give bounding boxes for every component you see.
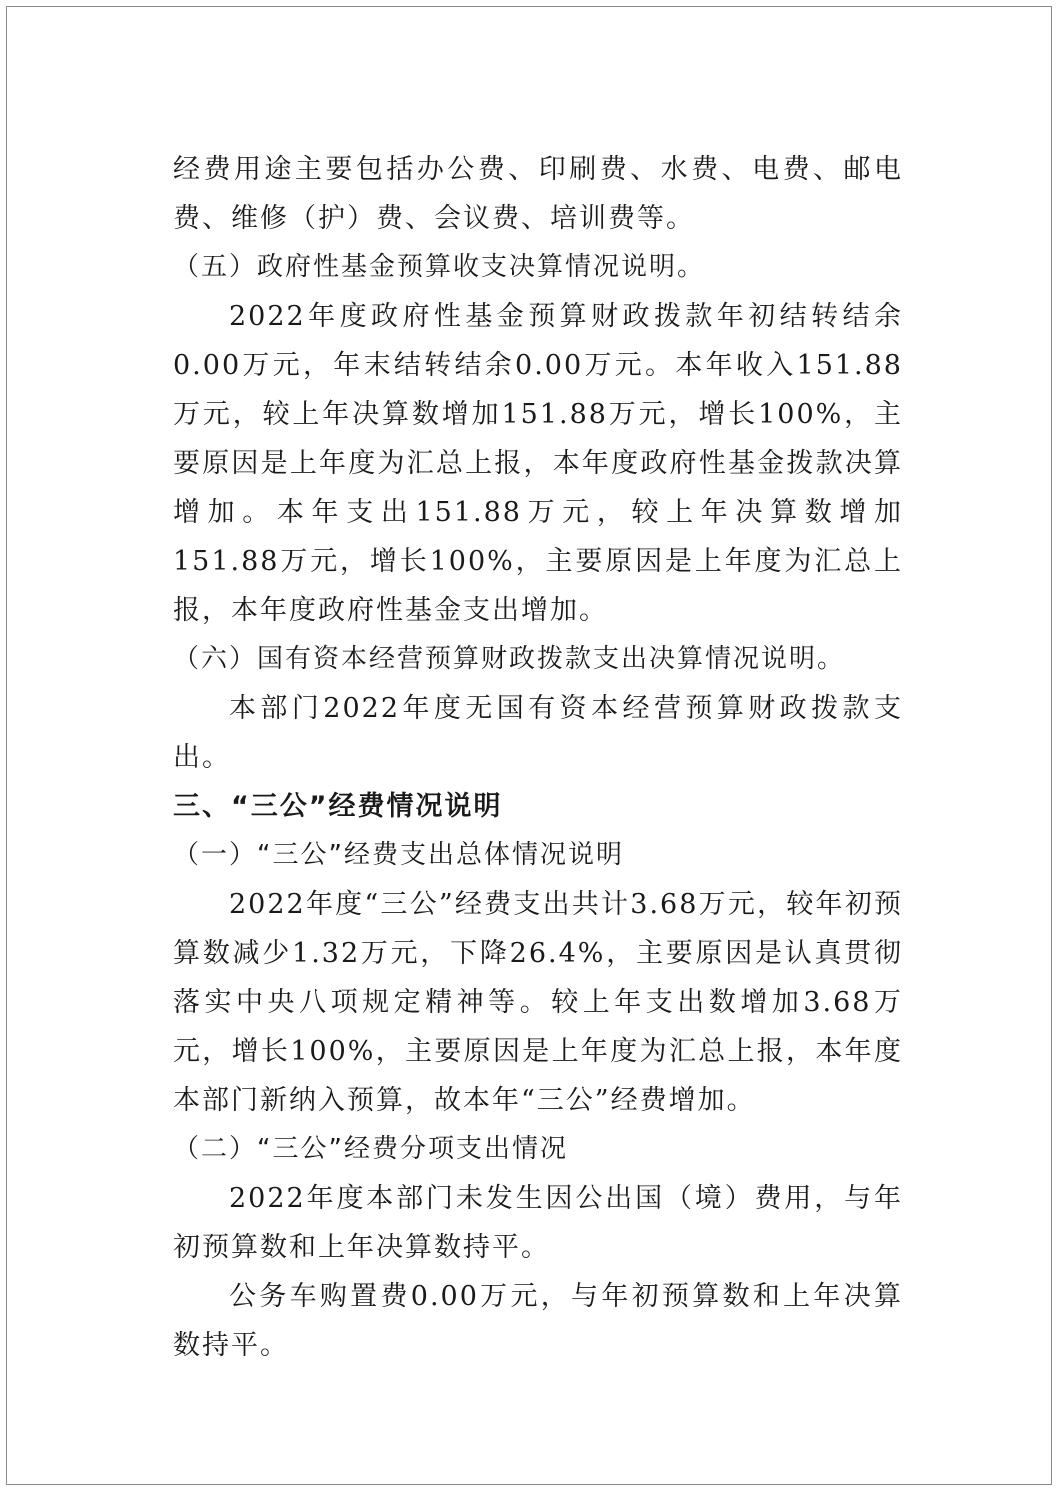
paragraph-expense-usage: 经费用途主要包括办公费、印刷费、水费、电费、邮电费、维修（护）费、会议费、培训费等。: [173, 154, 903, 234]
document-page: [6, 6, 1052, 1485]
section-heading-three-public-total: （一）“三公”经费支出总体情况说明: [173, 840, 624, 870]
paragraph-state-capital: 本部门2022年度无国有资本经营预算财政拨款支出。: [173, 693, 903, 773]
section-heading-state-capital: （六）国有资本经营预算财政拨款支出决算情况说明。: [173, 644, 846, 674]
paragraph-government-fund: 2022年度政府性基金预算财政拨款年初结转结余0.00万元，年末结转结余0.00万元。本年收入151.88万元，较上年决算数增加151.88万元，增长100%，主要原因是上年度为汇总上报，本年度政府性基金拨款决算增加。本年支出151.88万元，较上年决算数增加151.88万元，增长100%，主要原因是上年度为汇总上报，本年度政府性基金支出增加。: [173, 301, 903, 626]
paragraph-abroad-expense: 2022年度本部门未发生因公出国（境）费用，与年初预算数和上年决算数持平。: [173, 1183, 903, 1263]
chapter-heading-three-public: 三、“三公”经费情况说明: [173, 791, 503, 822]
paragraph-three-public-total: 2022年度“三公”经费支出共计3.68万元，较年初预算数减少1.32万元，下降26.4%，主要原因是认真贯彻落实中央八项规定精神等。较上年支出数增加3.68万元，增长100%，主要原因是上年度为汇总上报，本年度本部门新纳入预算，故本年“三公”经费增加。: [173, 889, 903, 1116]
paragraph-vehicle-purchase: 公务车购置费0.00万元，与年初预算数和上年决算数持平。: [173, 1281, 903, 1361]
document-body: [173, 145, 903, 1370]
section-heading-government-fund: （五）政府性基金预算收支决算情况说明。: [173, 252, 706, 282]
section-heading-three-public-items: （二）“三公”经费分项支出情况: [173, 1134, 568, 1164]
